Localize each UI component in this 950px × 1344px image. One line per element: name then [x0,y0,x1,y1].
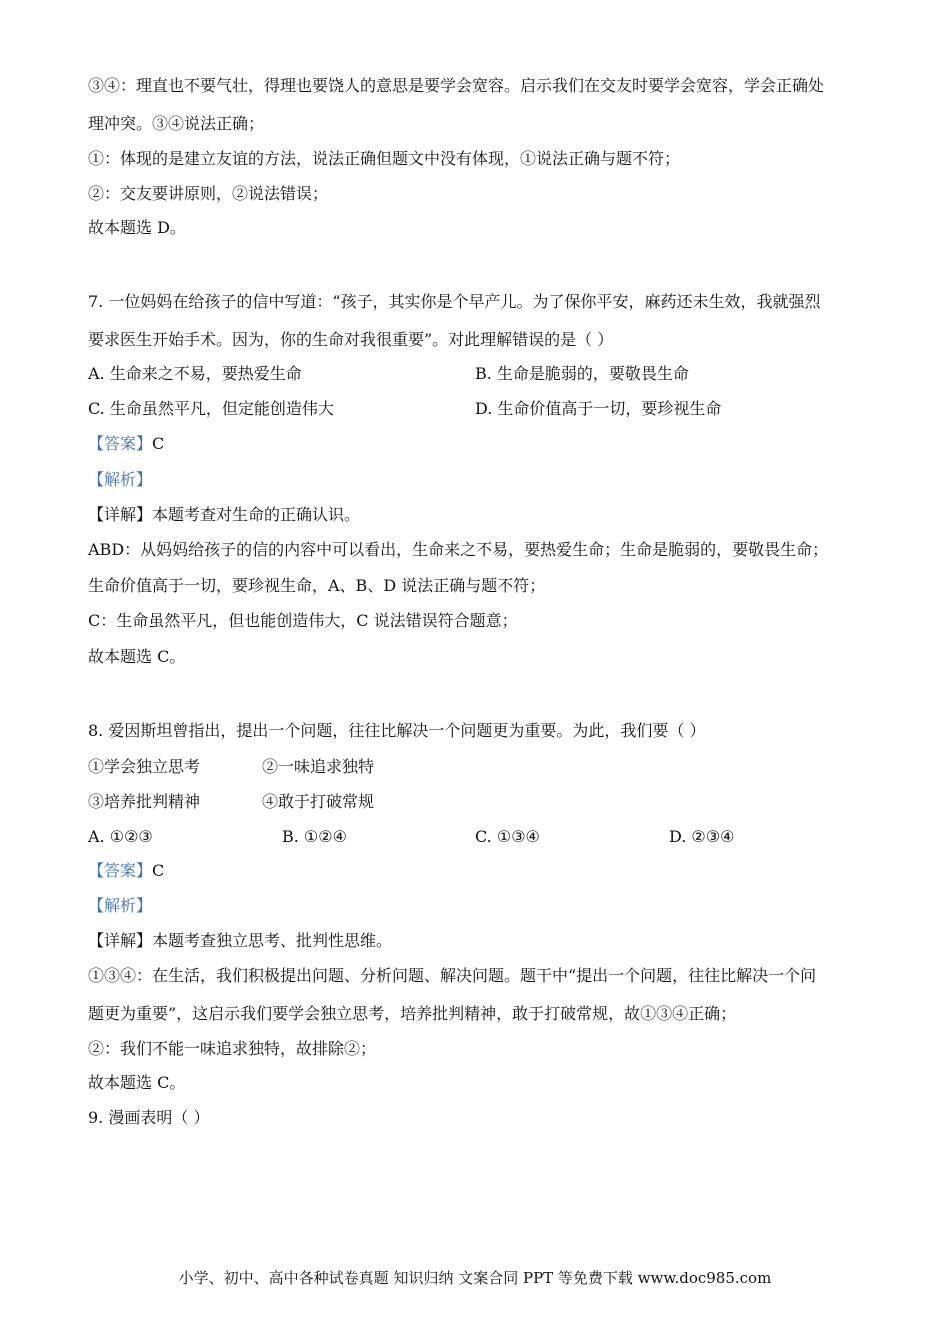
q8-option-a: A. ①②③ [88,827,153,846]
q8-conclusion: 故本题选 C。 [88,1073,186,1092]
q8-item-2: ②一味追求独特 [262,757,375,776]
q8-option-b: B. ①②④ [282,827,347,846]
q7-conclusion: 故本题选 C。 [88,647,186,666]
q6-explanation-line: ②：交友要讲原则，②说法错误； [88,184,329,203]
detail-tag: 【详解】 [88,505,153,524]
answer-tag: 【答案】 [88,434,153,453]
q8-item-3: ③培养批判精神 [88,792,201,811]
q6-explanation-line: ③④：理直也不要气壮，得理也要饶人的意思是要学会宽容。启示我们在交友时要学会宽容，学会正确处 [88,76,825,95]
q7-option-b: B. 生命是脆弱的，要敬畏生命 [475,364,689,383]
detail-tag: 【详解】 [88,931,153,950]
q8-explanation-line: ②：我们不能一味追求独特，故排除②； [88,1039,377,1058]
q9-stem: 9. 漫画表明（ ） [88,1108,210,1127]
answer-tag: 【答案】 [88,861,153,880]
q7-explanation-line: 生命价值高于一切，要珍视生命，A、B、D 说法正确与题不符； [88,576,546,595]
q8-analysis-tag: 【解析】 [88,896,153,915]
page-footer: 小学、初中、高中各种试卷真题 知识归纳 文案合同 PPT 等免费下载 www.doc985.com [178,1269,772,1287]
q7-stem-line: 要求医生开始手术。因为，你的生命对我很重要”。对此理解错误的是（ ） [88,330,614,349]
q7-detail [88,505,360,525]
q8-explanation-line: ①③④：在生活，我们积极提出问题、分析问题、解决问题。题干中“提出一个问题，往往比解决一个问 [88,966,817,985]
answer-value: C [152,434,165,453]
q8-stem: 8. 爱因斯坦曾指出，提出一个问题，往往比解决一个问题更为重要。为此，我们要（ ） [88,721,706,740]
q7-answer [88,434,164,454]
q8-item-4: ④敢于打破常规 [262,792,375,811]
q7-explanation-line: ABD：从妈妈给孩子的信的内容中可以看出，生命来之不易，要热爱生命；生命是脆弱的，要敬畏生命； [88,540,829,559]
q8-explanation-line: 题更为重要”，这启示我们要学会独立思考，培养批判精神，敢于打破常规，故①③④正确； [88,1004,737,1023]
q8-item-1: ①学会独立思考 [88,757,201,776]
detail-text: 本题考查独立思考、批判性思维。 [152,931,393,950]
q7-analysis-tag: 【解析】 [88,470,153,489]
q6-conclusion: 故本题选 D。 [88,218,186,237]
q7-option-d: D. 生命价值高于一切，要珍视生命 [475,399,722,418]
detail-text: 本题考查对生命的正确认识。 [152,505,361,524]
q8-option-d: D. ②③④ [669,827,735,846]
q7-option-a: A. 生命来之不易，要热爱生命 [88,364,302,383]
q8-detail [88,931,392,951]
answer-value: C [152,861,165,880]
q6-explanation-line: ①：体现的是建立友谊的方法，说法正确但题文中没有体现，①说法正确与题不符； [88,149,681,168]
q8-answer [88,861,164,881]
q8-option-c: C. ①③④ [475,827,540,846]
q6-explanation-line: 理冲突。③④说法正确； [88,114,265,133]
q7-stem-line: 7. 一位妈妈在给孩子的信中写道：“孩子，其实你是个早产儿。为了保你平安，麻药还未生效，我就强烈 [88,292,821,311]
q7-explanation-line: C：生命虽然平凡，但也能创造伟大，C 说法错误符合题意； [88,611,518,630]
q7-option-c: C. 生命虽然平凡，但定能创造伟大 [88,399,334,418]
